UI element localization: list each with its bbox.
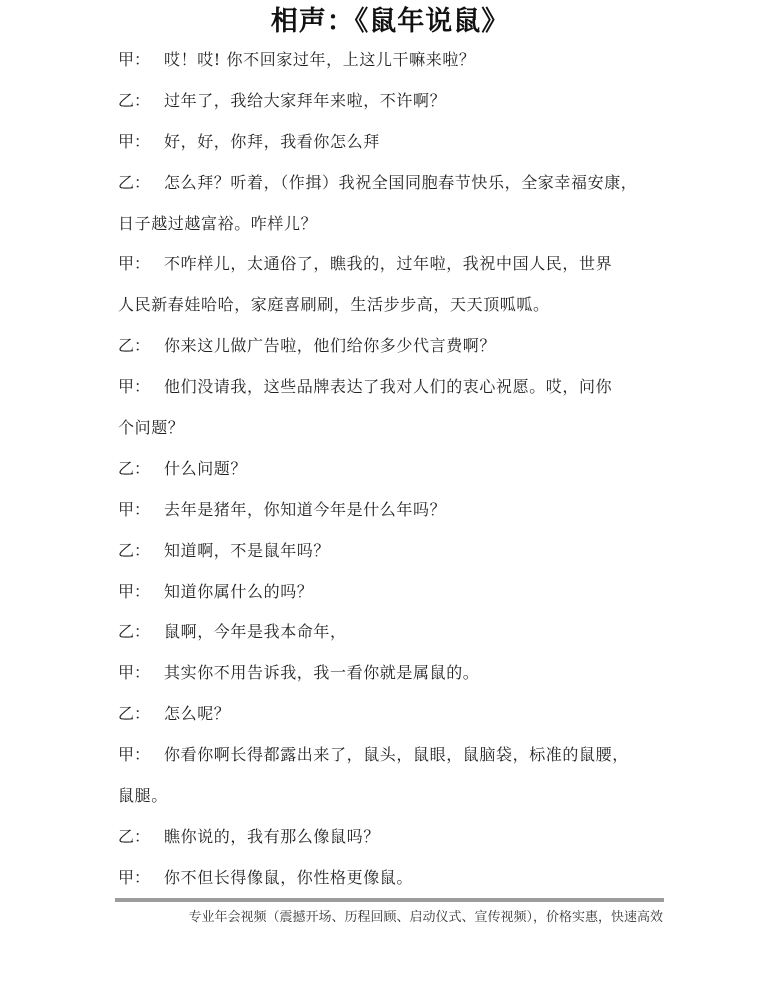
dialogue-continuation <box>118 289 678 330</box>
dialogue-line <box>118 85 678 126</box>
dialogue-text: 个问题？ <box>118 418 185 438</box>
page-title: 相声：《鼠年说鼠》 <box>270 6 510 37</box>
dialogue-text: 你看你啊长得都露出来了，鼠头，鼠眼，鼠脑袋，标准的鼠腰， <box>164 745 629 765</box>
dialogue-line <box>118 576 678 617</box>
dialogue-line <box>118 167 678 208</box>
dialogue-text: 好，好，你拜，我看你怎么拜 <box>164 131 380 151</box>
speaker-label: 甲： <box>118 663 151 683</box>
dialogue-body <box>118 44 678 903</box>
dialogue-text: 过年了，我给大家拜年来啦，不许啊？ <box>164 90 447 110</box>
speaker-label: 甲： <box>118 499 151 519</box>
dialogue-text: 其实你不用告诉我，我一看你就是属鼠的。 <box>164 663 480 683</box>
dialogue-line <box>118 616 678 657</box>
dialogue-line <box>118 453 678 494</box>
dialogue-text: 不咋样儿，太通俗了，瞧我的，过年啦，我祝中国人民，世界 <box>164 254 613 274</box>
speaker-label: 甲： <box>118 867 151 887</box>
footer-divider <box>115 898 664 902</box>
dialogue-text: 什么问题？ <box>164 458 248 478</box>
dialogue-line <box>118 494 678 535</box>
dialogue-text: 他们没请我，这些品牌表达了我对人们的衷心祝愿。哎，问你 <box>164 377 613 397</box>
speaker-label: 乙： <box>118 826 151 846</box>
dialogue-continuation <box>118 208 678 249</box>
dialogue-text: 去年是猪年，你知道今年是什么年吗？ <box>164 499 447 519</box>
speaker-label: 甲： <box>118 581 151 601</box>
dialogue-line <box>118 248 678 289</box>
dialogue-text: 哎！哎! 你不回家过年，上这儿干嘛来啦？ <box>164 50 476 69</box>
speaker-label: 甲： <box>118 745 151 765</box>
speaker-label: 乙： <box>118 172 151 192</box>
dialogue-line <box>118 330 678 371</box>
dialogue-text: 瞧你说的，我有那么像鼠吗？ <box>164 826 380 846</box>
speaker-label: 乙： <box>118 704 151 724</box>
dialogue-line <box>118 535 678 576</box>
dialogue-line <box>118 739 678 780</box>
speaker-label: 乙： <box>118 540 151 560</box>
dialogue-line <box>118 371 678 412</box>
dialogue-line <box>118 44 678 85</box>
speaker-label: 甲： <box>118 50 151 69</box>
dialogue-text: 你来这儿做广告啦，他们给你多少代言费啊？ <box>164 336 497 356</box>
speaker-label: 乙： <box>118 90 151 110</box>
dialogue-text: 鼠啊，今年是我本命年， <box>164 622 347 642</box>
dialogue-text: 你不但长得像鼠，你性格更像鼠。 <box>164 867 414 887</box>
dialogue-text: 怎么呢？ <box>164 704 231 724</box>
dialogue-text: 鼠腿。 <box>118 786 168 806</box>
speaker-label: 乙： <box>118 458 151 478</box>
speaker-label: 乙： <box>118 336 151 356</box>
dialogue-continuation <box>118 780 678 821</box>
dialogue-text: 知道你属什么的吗？ <box>164 581 314 601</box>
speaker-label: 甲： <box>118 254 151 274</box>
dialogue-text: 人民新春娃哈哈，家庭喜刷刷，生活步步高，天天顶呱呱。 <box>118 295 550 315</box>
dialogue-line <box>118 126 678 167</box>
dialogue-line <box>118 698 678 739</box>
dialogue-text: 怎么拜？听着，（作揖）我祝全国同胞春节快乐，全家幸福安康， <box>164 172 638 192</box>
dialogue-line <box>118 862 678 903</box>
dialogue-text: 知道啊，不是鼠年吗？ <box>164 540 331 560</box>
footer-ad-text: 专业年会视频（震撼开场、历程回顾、启动仪式、宣传视频），价格实惠，快速高效 <box>188 910 663 925</box>
speaker-label: 甲： <box>118 377 151 397</box>
speaker-label: 乙： <box>118 622 151 642</box>
speaker-label: 甲： <box>118 131 151 151</box>
dialogue-line <box>118 821 678 862</box>
dialogue-text: 日子越过越富裕。咋样儿？ <box>118 213 318 233</box>
dialogue-continuation <box>118 412 678 453</box>
dialogue-line <box>118 657 678 698</box>
